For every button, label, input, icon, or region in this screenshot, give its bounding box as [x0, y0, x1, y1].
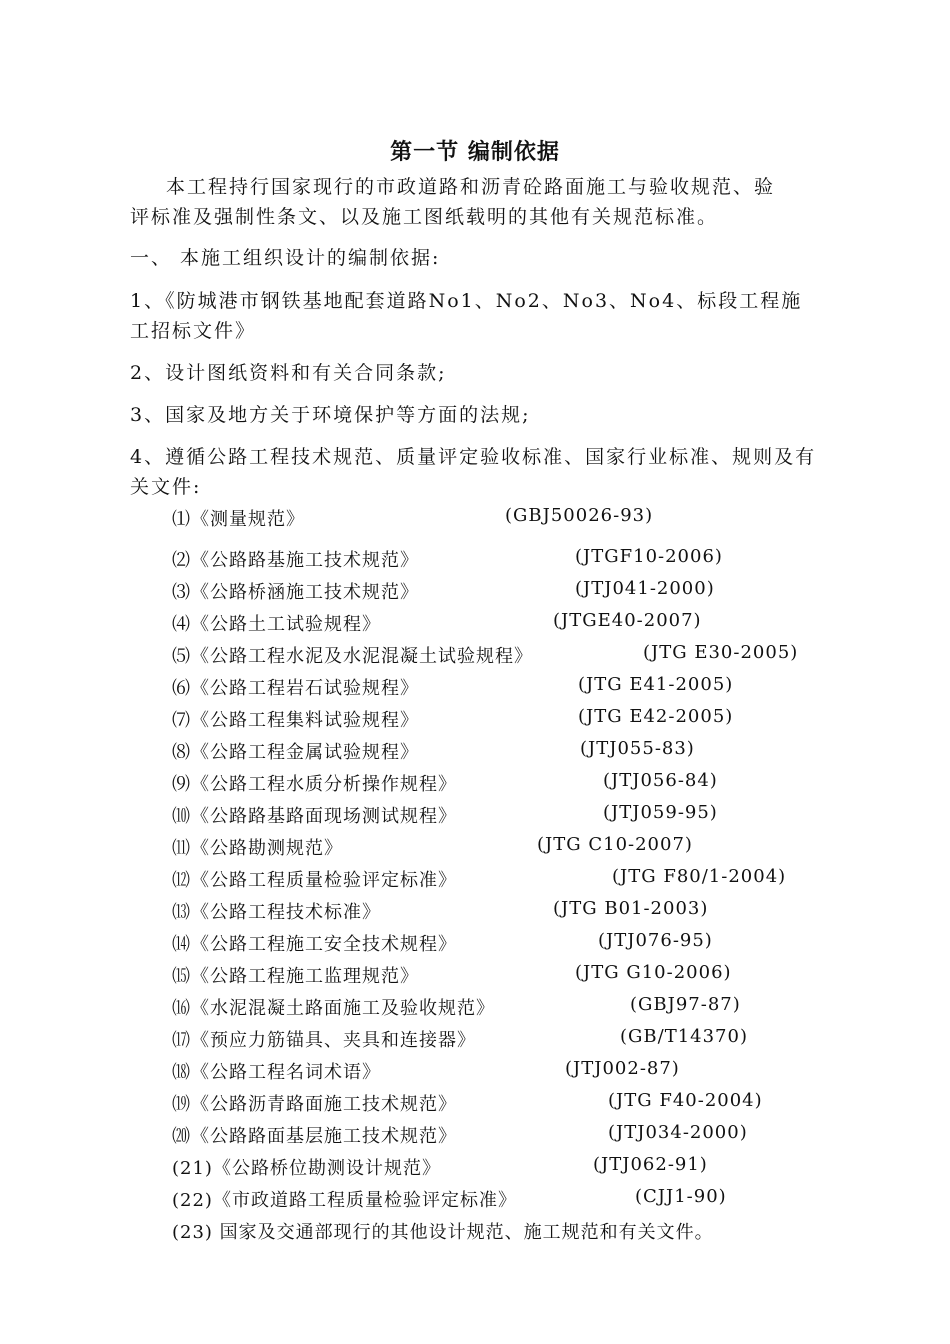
standard-code: (JTG C10-2007) — [537, 834, 693, 855]
standard-code: (JTG E41-2005) — [578, 674, 734, 695]
standard-name: ⑻《公路工程金属试验规程》 — [172, 742, 419, 763]
standard-name: ⑸《公路工程水泥及水泥混凝土试验规程》 — [172, 646, 533, 667]
standard-name: (22)《市政道路工程质量检验评定标准》 — [172, 1190, 517, 1211]
standard-name: ⑼《公路工程水质分析操作规程》 — [172, 774, 457, 795]
standard-name: ⑾《公路勘测规范》 — [172, 838, 343, 859]
basis-item-1: 1、《防城港市钢铁基地配套道路No1、No2、No3、No4、标段工程施 — [130, 290, 803, 312]
standard-name: ⑵《公路路基施工技术规范》 — [172, 550, 419, 571]
intro-line-1: 本工程持行国家现行的市政道路和沥青砼路面施工与验收规范、验 — [166, 176, 776, 198]
standard-name: ⑺《公路工程集料试验规程》 — [172, 710, 419, 731]
standard-code: (JTGF10-2006) — [575, 546, 723, 567]
standard-code: (JTJ002-87) — [565, 1058, 680, 1079]
standard-code: (JTJ062-91) — [593, 1154, 708, 1175]
standard-code: (GB/T14370) — [620, 1026, 748, 1047]
standard-code: (JTGE40-2007) — [553, 610, 702, 631]
standard-name: ⑿《公路工程质量检验评定标准》 — [172, 870, 457, 891]
standard-code: (JTJ059-95) — [603, 802, 718, 823]
standard-name: ⒅《公路工程名词术语》 — [172, 1062, 381, 1083]
standard-name: ⒃《水泥混凝土路面施工及验收规范》 — [172, 998, 495, 1019]
intro-line-2: 评标准及强制性条文、以及施工图纸载明的其他有关规范标准。 — [130, 206, 719, 228]
standard-name: ⑶《公路桥涵施工技术规范》 — [172, 582, 419, 603]
basis-item-4: 4、遵循公路工程技术规范、质量评定验收标准、国家行业标准、规则及有 — [130, 446, 817, 468]
standard-name: ⒇《公路路面基层施工技术规范》 — [172, 1126, 457, 1147]
standard-code: (JTJ076-95) — [598, 930, 713, 951]
section-heading: 一、 本施工组织设计的编制依据: — [130, 247, 441, 269]
standard-code: (JTG E30-2005) — [643, 642, 799, 663]
standard-name: (23) 国家及交通部现行的其他设计规范、施工规范和有关文件。 — [172, 1222, 714, 1243]
standard-name: ⒄《预应力筋锚具、夹具和连接器》 — [172, 1030, 476, 1051]
standard-code: (JTJ055-83) — [580, 738, 695, 759]
standard-name: ⒂《公路工程施工监理规范》 — [172, 966, 419, 987]
basis-item-2: 2、设计图纸资料和有关合同条款; — [130, 362, 447, 384]
standard-name: ⑽《公路路基路面现场测试规程》 — [172, 806, 457, 827]
standard-name: ⒁《公路工程施工安全技术规程》 — [172, 934, 457, 955]
standard-name: ⑷《公路土工试验规程》 — [172, 614, 381, 635]
standard-code: (GBJ50026-93) — [505, 505, 654, 526]
standard-code: (JTG B01-2003) — [553, 898, 709, 919]
standard-name: (21)《公路桥位勘测设计规范》 — [172, 1158, 441, 1179]
standard-name: ⒀《公路工程技术标准》 — [172, 902, 381, 923]
standard-code: (JTG G10-2006) — [575, 962, 732, 983]
standard-code: (JTJ056-84) — [603, 770, 718, 791]
standard-code: (GBJ97-87) — [630, 994, 741, 1015]
standard-name: ⑴《测量规范》 — [172, 509, 305, 530]
standard-code: (JTG E42-2005) — [578, 706, 734, 727]
standard-name: ⑹《公路工程岩石试验规程》 — [172, 678, 419, 699]
standard-code: (JTJ041-2000) — [575, 578, 715, 599]
basis-item-1-cont: 工招标文件》 — [130, 320, 257, 342]
basis-item-4-cont: 关文件: — [130, 476, 202, 498]
basis-item-3: 3、国家及地方关于环境保护等方面的法规; — [130, 404, 531, 426]
standard-code: (CJJ1-90) — [635, 1186, 727, 1207]
standard-code: (JTG F80/1-2004) — [612, 866, 787, 887]
standard-name: ⒆《公路沥青路面施工技术规范》 — [172, 1094, 457, 1115]
standard-code: (JTJ034-2000) — [608, 1122, 748, 1143]
standard-code: (JTG F40-2004) — [608, 1090, 763, 1111]
page-title: 第一节 编制依据 — [390, 139, 560, 165]
